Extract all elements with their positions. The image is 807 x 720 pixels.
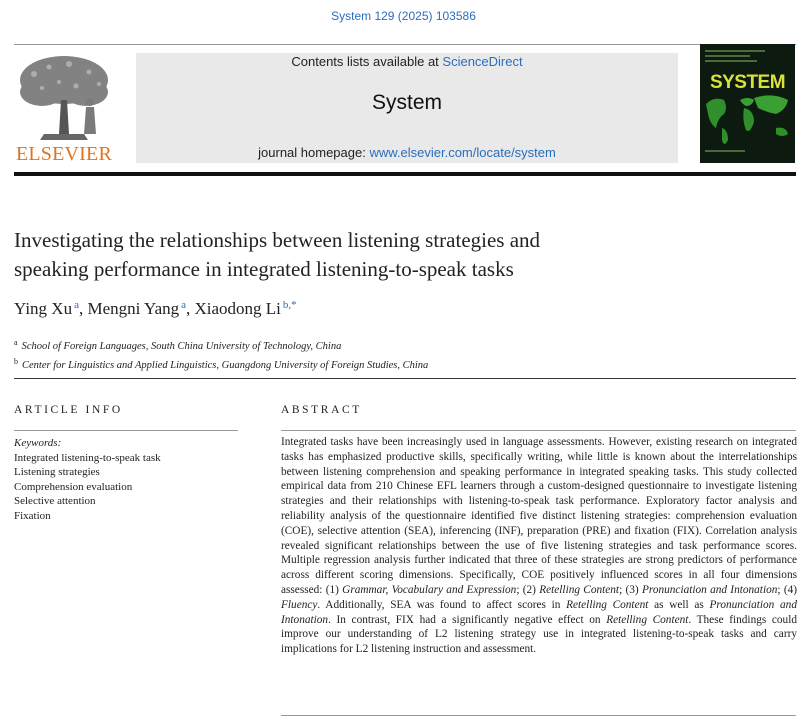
keyword-item: Listening strategies: [14, 466, 100, 479]
keyword-item: Selective attention: [14, 495, 96, 508]
journal-homepage-link[interactable]: www.elsevier.com/locate/system: [369, 145, 556, 160]
abstract-text: [281, 435, 797, 657]
publisher-logo[interactable]: [14, 52, 114, 164]
article-info-divider: [14, 430, 238, 431]
abstract-emphasis: Retelling Content: [539, 583, 620, 596]
abstract-emphasis: Pronunciation and Intonation: [281, 598, 797, 626]
publisher-name: ELSEVIER: [15, 143, 113, 165]
author-list: [14, 299, 714, 319]
author-name[interactable]: Mengni Yang: [87, 299, 180, 318]
affiliation-item: [14, 335, 774, 354]
abstract-divider: [281, 430, 796, 431]
abstract-emphasis: Pronunciation and Intonation: [641, 583, 778, 596]
abstract-segment: as well as: [648, 598, 710, 611]
abstract-segment: . These findings could improve our understanding of L2 listening strategy use in integrated listening-to-speak tasks and carry implications for L2 listening instruction and assessment.: [281, 613, 797, 656]
abstract-segment: ; (4): [777, 583, 797, 596]
abstract-emphasis: Fluency: [281, 598, 318, 611]
cover-title: SYSTEM: [709, 72, 786, 93]
affiliation-item: [14, 354, 774, 373]
contents-line: [136, 54, 678, 69]
abstract-segment: ; (2): [516, 583, 540, 596]
affiliation-text: Center for Linguistics and Applied Linguistics, Guangdong University of Foreign Studies, China: [22, 360, 429, 371]
abstract-segment: . Additionally, SEA was found to affect scores in: [317, 598, 567, 611]
article-title: [14, 226, 774, 284]
article-info-heading: ARTICLE INFO: [14, 404, 123, 416]
world-map-cover-icon: [700, 44, 795, 163]
abstract-heading: ABSTRACT: [281, 404, 362, 416]
abstract-segment: . In contrast, FIX had a significantly negative effect on: [328, 613, 607, 626]
keywords-label: Keywords:: [14, 437, 62, 449]
keyword-item: Comprehension evaluation: [14, 480, 133, 493]
abstract-bottom-divider: [281, 715, 796, 716]
author-separator: ,: [78, 299, 88, 318]
journal-cover[interactable]: [700, 44, 795, 163]
tree-logo-icon: [14, 52, 114, 142]
affiliation-marker: b: [14, 357, 18, 366]
homepage-prefix: journal homepage:: [258, 145, 370, 160]
author-name[interactable]: Xiaodong Li: [194, 299, 281, 318]
contents-prefix: Contents lists available at: [291, 54, 443, 69]
keywords-block: [14, 436, 244, 524]
abstract-segment: ; (3): [619, 583, 642, 596]
keyword-item: Integrated listening-to-speak task: [14, 451, 161, 464]
author-affiliation-marker[interactable]: a: [181, 299, 186, 311]
abstract-segment: Integrated tasks have been increasingly used in language assessments. However, existing research on integrated tasks has emphasized productive skills, specifically writing, while little is known about the interrelationships between listening comprehension and speaking performance in integrated speaking tasks. This study collected empirical data from 210 Chinese EFL learners through a custom-designed questionnaire to investigate listening strategies and their relationships with listening-to-speak task performance. Exploratory factor analysis and reliability analysis of the questionnaire identified five distinct listening strategies: comprehension evaluation (COE), selective attention (SEA), inferencing (INF), preparation (PRE) and fixation (FIX). Correlation analysis revealed significant relationships between the use of five listening strategies and task performance scores. Multiple regression analysis further indicated that three of these strategies are strong predictors of performance across different scoring dimensions. Specifically, COE positively influenced scores in all four dimensions assessed: (1): [281, 436, 797, 596]
author-affiliation-marker[interactable]: b,*: [282, 299, 297, 311]
journal-header-panel: [136, 53, 678, 163]
author-affiliation-marker[interactable]: a: [74, 299, 79, 311]
affiliation-marker: a: [14, 338, 18, 347]
author-name[interactable]: Ying Xu: [14, 299, 73, 318]
author-separator: ,: [186, 299, 195, 318]
article-title-line-1: Investigating the relationships between listening strategies and: [14, 228, 541, 252]
journal-citation[interactable]: System 129 (2025) 103586: [331, 9, 476, 23]
abstract-emphasis: Retelling Content: [566, 598, 649, 611]
article-title-line-2: speaking performance in integrated listening-to-speak tasks: [14, 257, 514, 281]
header-divider-bottom: [14, 172, 796, 176]
abstract-emphasis: Grammar, Vocabulary and Expression: [342, 583, 517, 596]
header-divider-top: [14, 44, 796, 45]
journal-title[interactable]: System: [371, 91, 442, 114]
sciencedirect-link[interactable]: ScienceDirect: [442, 54, 523, 69]
section-divider: [14, 378, 796, 379]
keyword-item: Fixation: [14, 509, 51, 522]
abstract-emphasis: Retelling Content: [606, 613, 689, 626]
affiliation-text: School of Foreign Languages, South China University of Technology, China: [21, 341, 342, 352]
homepage-line: [136, 145, 678, 160]
affiliation-list: [14, 335, 774, 373]
